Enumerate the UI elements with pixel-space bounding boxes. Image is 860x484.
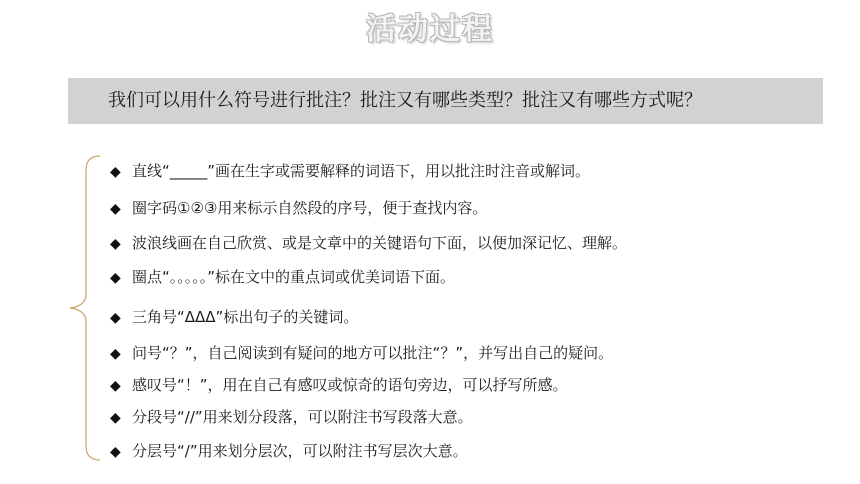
list-item [110,374,568,396]
question-text: 我们可以用什么符号进行批注？批注又有哪些类型？批注又有哪些方式呢？ [108,90,702,111]
list-item [110,197,487,219]
item-text: 波浪线画在自己欣赏、或是文章中的关键语句下面，以便加深记忆、理解。 [132,234,628,252]
left-brace [66,154,106,462]
diamond-bullet-icon: ◆ [110,410,121,426]
item-text: 圈字码①②③用来标示自然段的序号，便于查找内容。 [132,199,488,217]
diamond-bullet-icon: ◆ [110,270,121,286]
list-item [110,306,358,328]
list-item [110,406,473,428]
diamond-bullet-icon: ◆ [110,346,121,362]
item-text: 圈点“。。。。。”标在文中的重点词或优美词语下面。 [132,268,456,286]
item-text: 分段号“//”用来划分段落，可以附注书写段落大意。 [132,408,473,426]
brace-path [70,156,100,460]
diamond-bullet-icon: ◆ [110,378,121,394]
list-item [110,440,468,462]
diamond-bullet-icon: ◆ [110,164,121,180]
diamond-bullet-icon: ◆ [110,236,121,252]
item-text: 三角号“ΔΔΔ”标出句子的关键词。 [132,308,359,326]
question-banner [68,78,823,124]
slide-title: 活动过程 [366,12,494,47]
diamond-bullet-icon: ◆ [110,444,121,460]
item-text: 分层号“/”用来划分层次，可以附注书写层次大意。 [132,442,468,460]
diamond-bullet-icon: ◆ [110,201,121,217]
item-text: 直线“_____”画在生字或需要解释的词语下，用以批注时注音或解词。 [132,162,591,180]
list-item [110,342,613,364]
list-item [110,160,590,182]
item-text: 感叹号“！”，用在自己有感叹或惊奇的语句旁边，可以抒写所感。 [132,376,568,394]
list-item [110,266,455,288]
item-text: 问号“？”，自己阅读到有疑问的地方可以批注“？”，并写出自己的疑问。 [132,344,614,362]
list-item [110,232,627,254]
diamond-bullet-icon: ◆ [110,310,121,326]
